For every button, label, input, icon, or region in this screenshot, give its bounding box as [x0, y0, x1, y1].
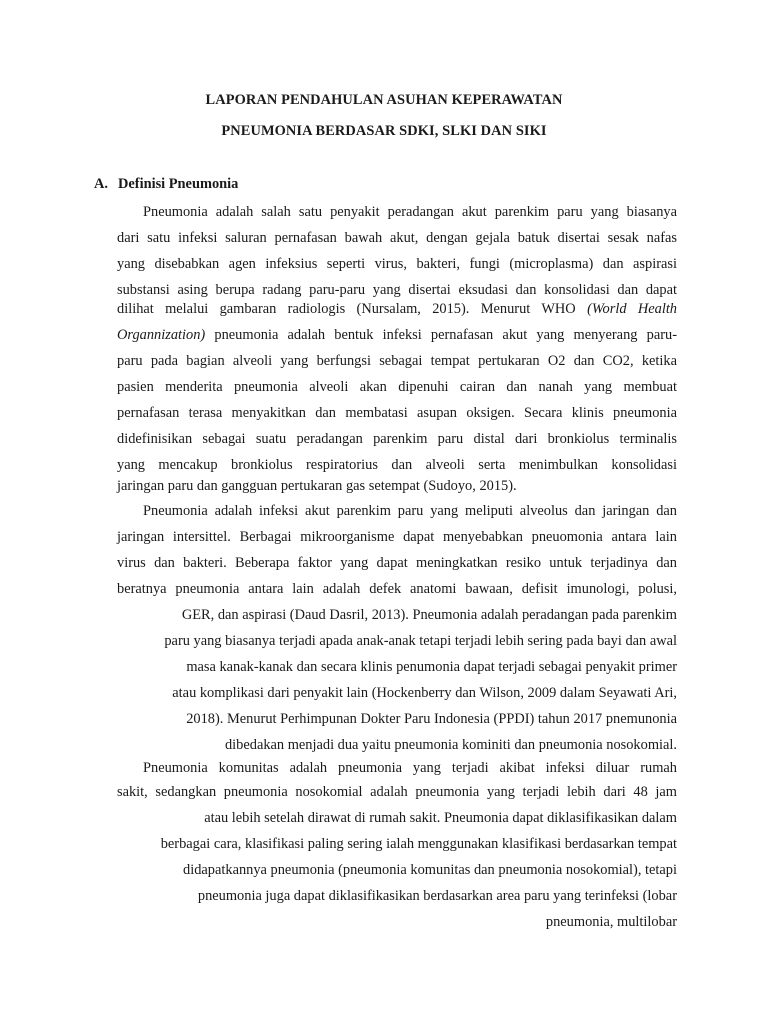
document-title-line-2: PNEUMONIA BERDASAR SDKI, SLKI DAN SIKI — [221, 123, 547, 139]
body-line: pneumonia, multilobar — [545, 914, 677, 930]
body-line: 2018). Menurut Perhimpunan Dokter Paru Indonesia (PPDI) tahun 2017 pnemunonia — [186, 711, 677, 727]
body-line: yang disebabkan agen infeksius seperti virus, bakteri, fungi (microplasma) dan aspirasi — [117, 256, 677, 272]
body-line: paru yang biasanya terjadi apada anak-anak tetapi terjadi lebih sering pada bayi dan awal — [164, 633, 677, 649]
body-line: pneumonia juga dapat diklasifikasikan berdasarkan area paru yang terinfeksi (lobar — [197, 888, 677, 904]
italic-text: (World Health — [587, 301, 678, 317]
body-line: paru pada bagian alveoli yang berfungsi sebagai tempat pertukaran O2 dan CO2, ketika — [117, 353, 677, 369]
body-line: jaringan paru dan gangguan pertukaran gas setempat (Sudoyo, 2015). — [117, 478, 517, 494]
body-line: berbagai cara, klasifikasi paling sering ialah menggunakan klasifikasi berdasarkan tempat — [160, 836, 677, 852]
body-line: pasien menderita pneumonia alveoli akan dipenuhi cairan dan nanah yang membuat — [117, 379, 677, 395]
body-line: substansi asing berupa radang paru-paru yang disertai eksudasi dan konsolidasi dan dapat — [117, 282, 677, 298]
section-title: Definisi Pneumonia — [118, 176, 239, 192]
body-line: dibedakan menjadi dua yaitu pneumonia kominiti dan pneumonia nosokomial. — [224, 737, 677, 753]
body-text: dilihat melalui gambaran radiologis (Nursalam, 2015). Menurut WHO — [117, 301, 576, 317]
body-line: sakit, sedangkan pneumonia nosokomial adalah pneumonia yang terjadi lebih dari 48 jam — [117, 784, 677, 800]
body-line: dari satu infeksi saluran pernafasan bawah akut, dengan gejala batuk disertai sesak nafas — [117, 230, 677, 246]
section-number: A. — [94, 176, 108, 192]
section-heading — [94, 176, 238, 193]
body-line: Pneumonia komunitas adalah pneumonia yang terjadi akibat infeksi diluar rumah — [143, 760, 677, 776]
document-title-line-1: LAPORAN PENDAHULAN ASUHAN KEPERAWATAN — [205, 92, 563, 108]
body-line: didefinisikan sebagai suatu peradangan parenkim paru distal dari bronkiolus terminalis — [117, 431, 677, 447]
body-line: atau lebih setelah dirawat di rumah sakit. Pneumonia dapat diklasifikasikan dalam — [204, 810, 677, 826]
body-line: GER, dan aspirasi (Daud Dasril, 2013). Pneumonia adalah peradangan pada parenkim — [181, 607, 677, 623]
body-line: virus dan bakteri. Beberapa faktor yang dapat meningkatkan resiko untuk terjadinya dan — [117, 555, 677, 571]
body-line: atau komplikasi dari penyakit lain (Hockenberry dan Wilson, 2009 dalam Seyawati Ari, — [172, 685, 677, 701]
body-line-mixed — [117, 301, 677, 317]
body-line-mixed — [117, 327, 677, 343]
body-line: Pneumonia adalah infeksi akut parenkim paru yang meliputi alveolus dan jaringan dan — [143, 503, 677, 519]
body-line: didapatkannya pneumonia (pneumonia komunitas dan pneumonia nosokomial), tetapi — [183, 862, 677, 878]
body-line: Pneumonia adalah salah satu penyakit peradangan akut parenkim paru yang biasanya — [143, 204, 677, 220]
body-line: beratnya pneumonia antara lain adalah defek anatomi bawaan, defisit imunologi, polusi, — [117, 581, 677, 597]
italic-text: Organnization) — [117, 327, 206, 343]
body-line: jaringan intersittel. Berbagai mikroorganisme dapat menyebabkan pneuomonia antara lain — [117, 529, 677, 545]
body-line: masa kanak-kanak dan secara klinis penumonia dapat terjadi sebagai penyakit primer — [186, 659, 677, 675]
body-text: pneumonia adalah bentuk infeksi pernafasan akut yang menyerang paru- — [214, 327, 677, 343]
body-line: pernafasan terasa menyakitkan dan membatasi asupan oksigen. Secara klinis pneumonia — [117, 405, 677, 421]
body-line: yang mencakup bronkiolus respiratorius dan alveoli serta menimbulkan konsolidasi — [117, 457, 677, 473]
